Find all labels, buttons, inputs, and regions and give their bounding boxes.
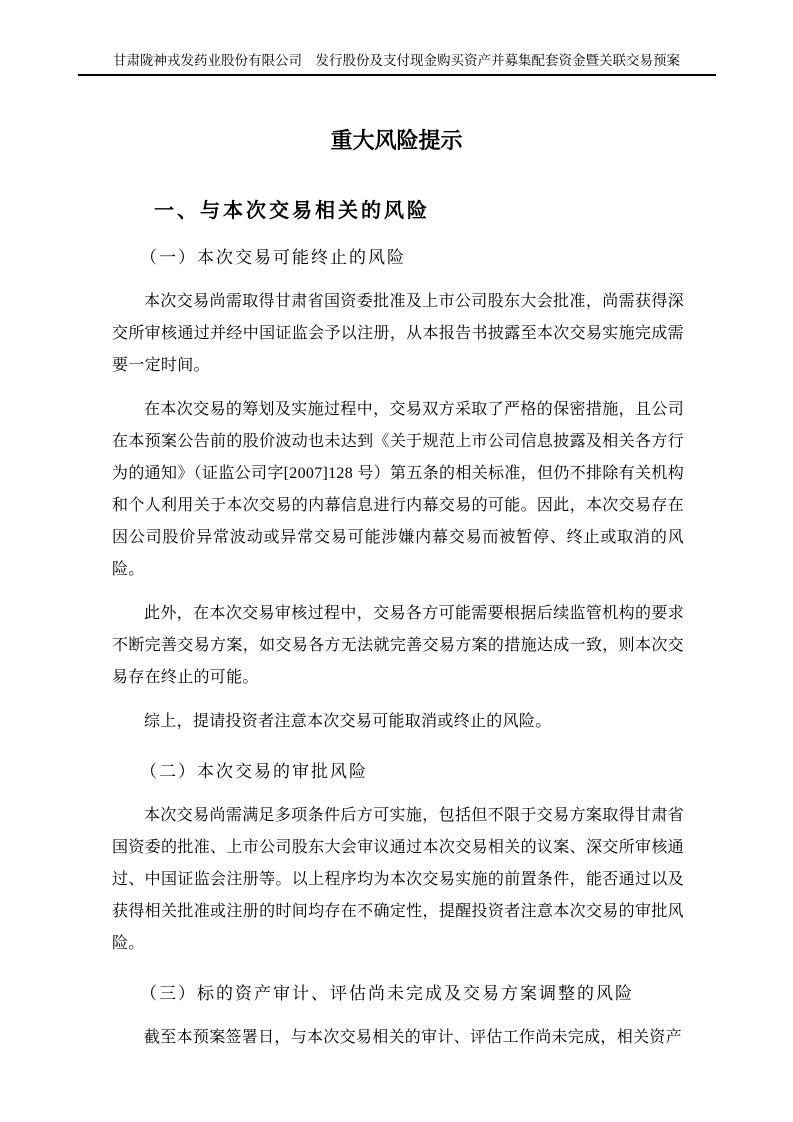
subsection-heading: （三）标的资产审计、评估尚未完成及交易方案调整的风险 [140, 984, 634, 1003]
paragraph: 此外，在本次交易审核过程中，交易各方可能需要根据后续监管机构的要求不断完善交易方案，如交易各方无法就完善交易方案的措施达成一致，则本次交易存在终止的可能。 [112, 605, 684, 686]
paragraph: 本次交易尚需满足多项条件后方可实施，包括但不限于交易方案取得甘肃省国资委的批准、上市公司股东大会审议通过本次交易相关的议案、深交所审核通过、中国证监会注册等。以上程序均为本次交易实施的前置条件，能否通过以及获得相关批准或注册的时间均存在不确定性，提醒投资者注意本次交易的审批风险。 [112, 807, 684, 952]
paragraph: 本次交易尚需取得甘肃省国资委批准及上市公司股东大会批准，尚需获得深交所审核通过并经中国证监会予以注册，从本报告书披露至本次交易实施完成需要一定时间。 [112, 293, 684, 374]
paragraph: 综上，提请投资者注意本次交易可能取消或终止的风险。 [144, 713, 552, 730]
subsection-heading: （二）本次交易的审批风险 [140, 762, 368, 781]
document-body [112, 198, 684, 1054]
subsection-heading: （一）本次交易可能终止的风险 [140, 248, 406, 267]
paragraph: 在本次交易的筹划及实施过程中，交易双方采取了严格的保密措施，且公司在本预案公告前的股价波动也未达到《关于规范上市公司信息披露及相关各方行为的通知》（证监公司字[2007]128 号）第五条的相关标准，但仍不排除有关机构和个人利用关于本次交易的内幕信息进行内幕交易的可能。因此，本次交易存在因公司股价异常波动或异常交易可能涉嫌内幕交易而被暂停、终止或取消的风险。 [112, 401, 684, 578]
page-title: 重大风险提示 [330, 128, 463, 153]
paragraph: 截至本预案签署日，与本次交易相关的审计、评估工作尚未完成，相关资产 [144, 1029, 682, 1046]
page-header: 甘肃陇神戎发药业股份有限公司 发行股份及支付现金购买资产并募集配套资金暨关联交易预案 [78, 0, 716, 76]
section-heading: 一、与本次交易相关的风险 [154, 200, 430, 222]
